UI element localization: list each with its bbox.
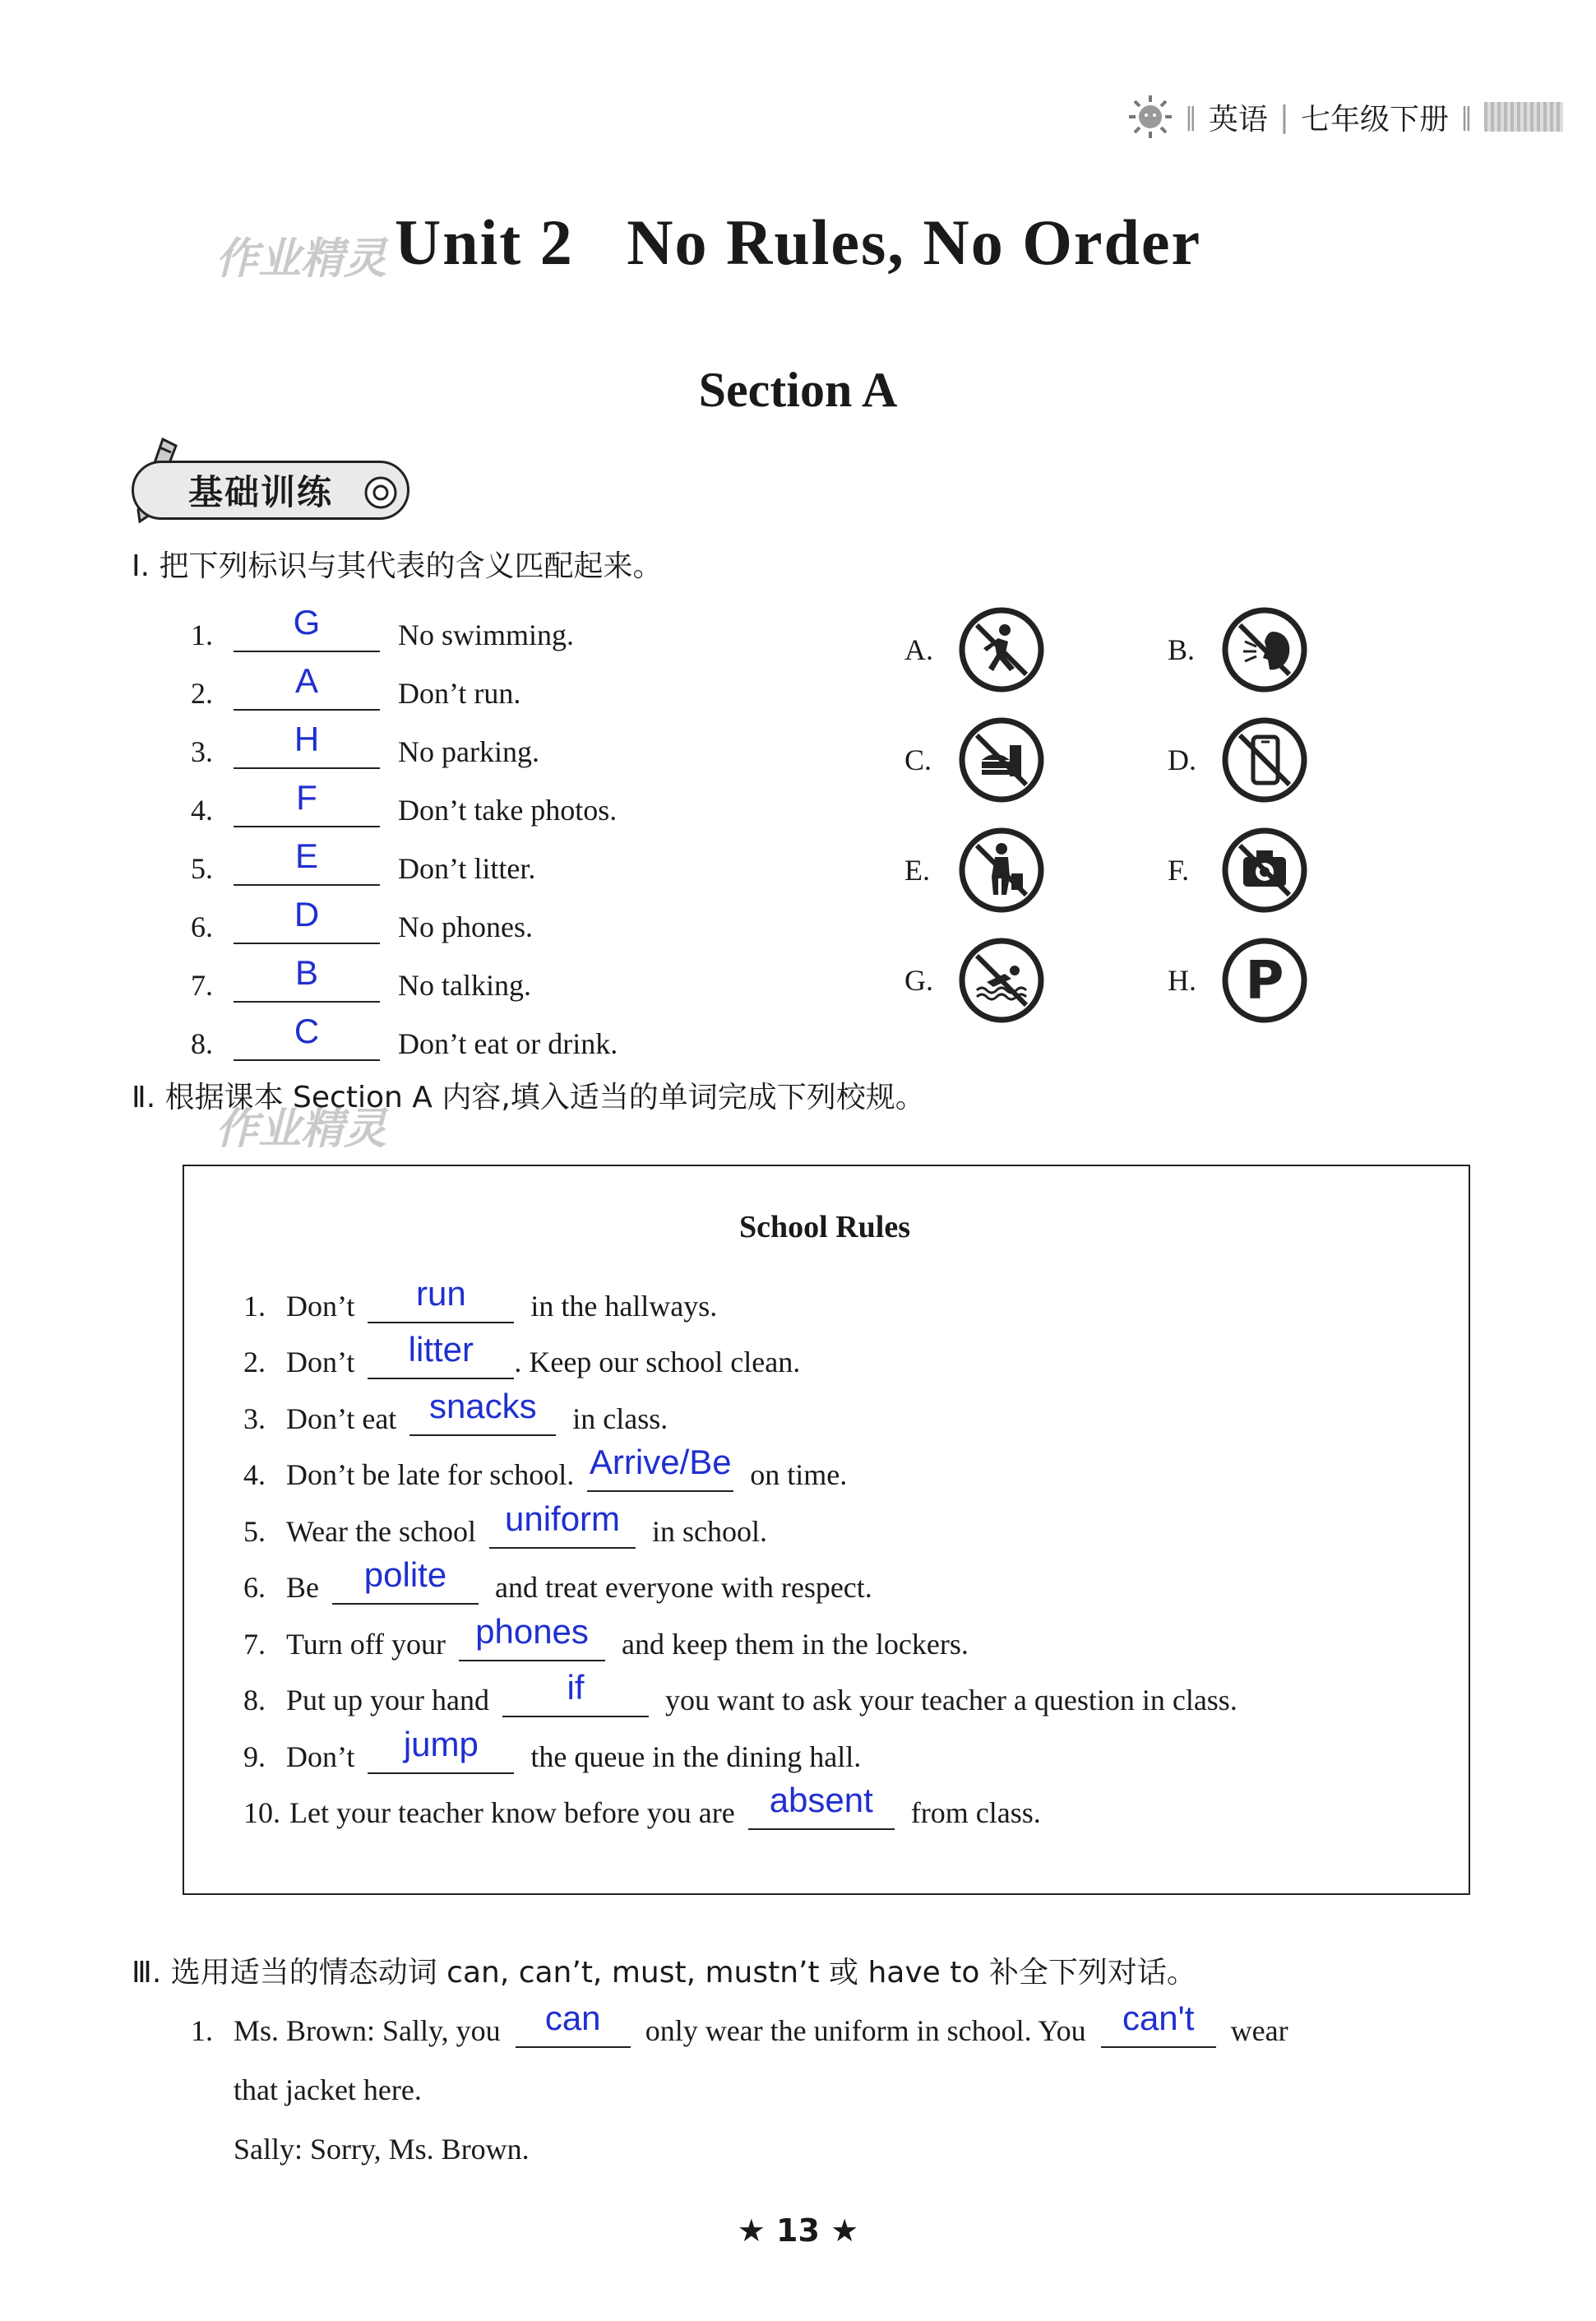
item-text: Don’t run.	[398, 677, 521, 710]
rule-number: 3.	[243, 1401, 266, 1435]
rule-text: Don’t be late for school.	[286, 1458, 575, 1491]
item-number: 3.	[191, 735, 213, 768]
answer-blank[interactable]	[1101, 1999, 1216, 2048]
sign-letter: F.	[1168, 854, 1190, 887]
divider: ‖	[1460, 102, 1473, 132]
match-item	[191, 886, 618, 944]
rule-text: Don’t	[286, 1346, 355, 1378]
answer-text: C	[294, 1012, 320, 1050]
answer-text: E	[294, 836, 318, 875]
answer-blank[interactable]	[516, 1999, 631, 2048]
sign-option	[904, 605, 1046, 694]
match-item	[191, 652, 618, 711]
rule-text: from class.	[910, 1796, 1041, 1829]
answer-text: H	[294, 720, 320, 758]
match-item	[191, 944, 618, 1003]
sign-option	[904, 826, 1046, 915]
item-number: 2.	[191, 677, 213, 710]
match-item	[191, 769, 618, 827]
sign-letter: E.	[904, 854, 930, 887]
badge-label: 基础训练	[188, 472, 334, 512]
sign-letter: B.	[1168, 633, 1196, 666]
svg-text:P: P	[1245, 951, 1284, 1012]
divider: |	[1279, 100, 1289, 134]
rule-text: and keep them in the lockers.	[622, 1627, 969, 1661]
rule-number: 7.	[243, 1627, 266, 1661]
match-item	[191, 1003, 618, 1061]
item-text: No swimming.	[398, 618, 575, 651]
no-phones-icon	[1220, 716, 1309, 804]
rule-item	[243, 1549, 1237, 1605]
answer-blank[interactable]	[234, 836, 380, 886]
item-text: Don’t eat or drink.	[398, 1027, 618, 1060]
rule-text: Let your teacher know before you are	[289, 1796, 735, 1829]
rule-text: Turn off your	[286, 1627, 446, 1661]
item-number: 5.	[191, 852, 213, 885]
answer-text: can't	[1122, 1999, 1195, 2037]
sign-option	[1168, 605, 1309, 694]
answer-blank[interactable]	[234, 603, 380, 652]
rule-number: 8.	[243, 1684, 266, 1716]
sign-letter: C.	[904, 744, 932, 776]
watermark: 作业精灵	[215, 234, 387, 284]
rule-item	[243, 1436, 1237, 1493]
sign-letter: H.	[1168, 964, 1196, 997]
sign-option	[1168, 716, 1309, 804]
item-text: No parking.	[398, 735, 539, 768]
answer-blank[interactable]	[748, 1781, 895, 1830]
sign-option	[1168, 826, 1309, 915]
rule-text: Put up your hand	[286, 1684, 489, 1716]
rule-number: 4.	[243, 1458, 266, 1491]
grade-label: 七年级下册	[1300, 102, 1449, 137]
watermark: 作业精灵	[215, 1105, 387, 1154]
rule-text: and treat everyone with respect.	[495, 1571, 872, 1604]
answer-text: B	[294, 953, 318, 992]
answer-blank[interactable]	[234, 661, 380, 711]
no-swimming-icon	[957, 936, 1046, 1025]
item-text: No phones.	[398, 910, 533, 943]
subject-label: 英语	[1208, 102, 1268, 137]
rule-number: 9.	[243, 1740, 266, 1773]
part2-heading: Ⅱ. 根据课本 Section A 内容,填入适当的单词完成下列校规。	[132, 1081, 925, 1114]
answer-blank[interactable]	[502, 1668, 649, 1717]
rule-item	[243, 1661, 1237, 1718]
rule-item	[243, 1605, 1237, 1661]
rule-number: 6.	[243, 1571, 266, 1604]
match-item	[191, 827, 618, 886]
dialogue-line	[234, 2117, 530, 2166]
part3-heading: Ⅲ. 选用适当的情态动词 can, can’t, must, mustn’t 或 have to 补全下列对话。	[132, 1956, 1196, 1990]
rule-item	[243, 1323, 1237, 1380]
answer-blank[interactable]	[409, 1386, 556, 1436]
answer-text: A	[294, 661, 318, 700]
rule-text: Don’t	[286, 1740, 355, 1773]
dialogue-text: wear	[1230, 2014, 1288, 2047]
rule-text: Wear the school	[286, 1514, 477, 1548]
answer-blank[interactable]	[368, 1273, 514, 1323]
answer-blank[interactable]	[234, 895, 380, 944]
dialogue-text: Ms. Brown: Sally, you	[234, 2014, 501, 2047]
rule-text: the queue in the dining hall.	[530, 1740, 862, 1773]
rule-text: on time.	[750, 1458, 848, 1491]
item-text: No talking.	[398, 969, 531, 1002]
page-number: ★ 13 ★	[737, 2212, 859, 2249]
answer-text: if	[567, 1668, 585, 1707]
sign-letter: A.	[904, 633, 933, 666]
answer-text: can	[544, 1999, 601, 2037]
dialogue-text: that jacket here.	[234, 2073, 422, 2106]
answer-blank[interactable]	[234, 778, 380, 827]
no-eating-drinking-icon	[957, 716, 1046, 804]
unit-title: Unit 2 No Rules, No Order	[394, 206, 1202, 278]
sun-logo-icon	[1127, 94, 1173, 140]
item-number: 8.	[191, 1027, 213, 1060]
rule-text: Don’t eat	[286, 1401, 397, 1435]
answer-blank[interactable]	[332, 1555, 479, 1605]
rule-item	[243, 1492, 1237, 1549]
answer-text: D	[294, 895, 320, 933]
answer-blank[interactable]	[489, 1499, 636, 1549]
dialogue-line	[191, 1999, 1288, 2048]
dialogue-text: Sally: Sorry, Ms. Brown.	[234, 2133, 530, 2166]
rule-text: in school.	[652, 1514, 768, 1548]
dialogue-line	[234, 2058, 422, 2107]
item-number: 7.	[191, 969, 213, 1002]
rule-number: 1.	[243, 1289, 266, 1323]
item-number: 4.	[191, 794, 213, 827]
answer-text: absent	[769, 1781, 873, 1819]
match-item	[191, 711, 618, 769]
no-talking-icon	[1220, 605, 1309, 694]
sign-letter: D.	[1168, 744, 1196, 776]
item-text: Don’t litter.	[398, 852, 536, 885]
answer-text: F	[296, 778, 317, 817]
part1-list	[191, 594, 618, 1061]
item-number: 6.	[191, 910, 213, 943]
sign-option	[904, 936, 1046, 1025]
sign-option	[904, 716, 1046, 804]
item-text: Don’t take photos.	[398, 794, 618, 827]
rules-list	[243, 1267, 1237, 1830]
no-running-icon	[957, 605, 1046, 694]
school-rules-title: School Rules	[739, 1210, 910, 1244]
item-number: 1.	[191, 618, 213, 651]
page-header	[1127, 92, 1563, 141]
sign-option	[1168, 936, 1309, 1025]
answer-text: Arrive/Be	[589, 1443, 732, 1481]
no-littering-icon	[957, 826, 1046, 915]
rule-text: Be	[286, 1571, 319, 1604]
rule-item	[243, 1267, 1237, 1323]
answer-text: uniform	[504, 1499, 621, 1538]
basic-training-badge	[132, 461, 409, 520]
answer-blank[interactable]	[234, 1012, 380, 1061]
answer-blank[interactable]	[234, 953, 380, 1003]
rule-number: 5.	[243, 1514, 266, 1548]
no-photos-icon	[1220, 826, 1309, 915]
rule-text: . Keep our school clean.	[514, 1346, 801, 1378]
rule-text: in the hallways.	[530, 1289, 718, 1323]
answer-blank[interactable]	[234, 720, 380, 769]
part1-heading: Ⅰ. 把下列标识与其代表的含义匹配起来。	[132, 549, 663, 583]
answer-blank[interactable]	[368, 1330, 514, 1379]
header-decor-bar	[1484, 102, 1563, 132]
rule-text: in class.	[572, 1401, 668, 1435]
dialogue-text: only wear the uniform in school. You	[645, 2014, 1086, 2047]
ring-icon	[363, 475, 399, 511]
rule-text: you want to ask your teacher a question in class.	[665, 1684, 1237, 1716]
match-item	[191, 594, 618, 652]
answer-blank[interactable]	[368, 1724, 514, 1774]
answer-text: phones	[475, 1611, 589, 1651]
answer-text: G	[293, 603, 321, 642]
rule-number: 2.	[243, 1346, 266, 1378]
answer-text: litter	[408, 1330, 474, 1369]
rule-number: 10.	[243, 1796, 280, 1829]
rule-item	[243, 1717, 1237, 1774]
answer-text: jump	[403, 1724, 479, 1763]
parking-icon	[1220, 936, 1309, 1025]
rule-item	[243, 1379, 1237, 1436]
sign-letter: G.	[904, 964, 933, 997]
rule-text: Don’t	[286, 1289, 355, 1323]
answer-blank[interactable]	[459, 1611, 605, 1661]
answer-text: run	[415, 1273, 466, 1313]
answer-blank[interactable]	[587, 1443, 733, 1492]
answer-text: polite	[363, 1555, 447, 1594]
rule-item	[243, 1774, 1237, 1831]
question-number: 1.	[191, 2014, 213, 2047]
divider: ‖	[1184, 102, 1197, 132]
answer-text: snacks	[428, 1386, 537, 1425]
section-title: Section A	[698, 363, 898, 417]
